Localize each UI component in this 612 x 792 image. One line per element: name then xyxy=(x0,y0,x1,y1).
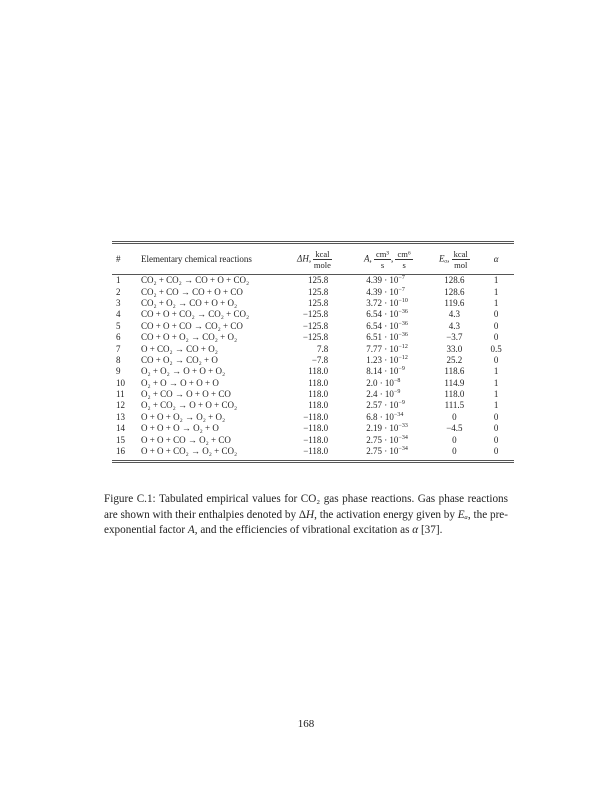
preexponential-value: $6.51 \cdot 10^{-36}$ xyxy=(366,332,408,343)
row-number: 4 xyxy=(116,309,121,320)
reaction: O + O + O → O₂ + O xyxy=(140,423,219,434)
enthalpy-value: 7.8 xyxy=(316,343,329,354)
header-number: # xyxy=(116,254,121,264)
activation-energy-value: 111.5 xyxy=(444,400,465,411)
row-number: 9 xyxy=(116,366,121,377)
header-reactions: Elementary chemical reactions xyxy=(140,254,252,264)
row-number: 12 xyxy=(116,400,125,411)
alpha-value: 1 xyxy=(493,286,499,297)
preexponential-value: $2.75 \cdot 10^{-34}$ xyxy=(366,434,408,445)
activation-energy-value: 118.0 xyxy=(444,389,465,400)
alpha-value: 1 xyxy=(493,377,499,388)
alpha-value: 1 xyxy=(493,389,499,400)
preexponential-value: $6.8 \cdot 10^{-34}$ xyxy=(366,411,404,422)
alpha-value: 0 xyxy=(493,320,499,331)
table-row xyxy=(112,309,514,320)
table-header xyxy=(112,243,514,275)
activation-energy-value: 0 xyxy=(452,446,457,457)
reaction: CO₂ + CO₂ → CO + O + CO₂ xyxy=(140,275,250,286)
alpha-value: 1 xyxy=(493,366,499,377)
ea-symbol: Eₐ, xyxy=(438,253,450,264)
ea-unit: $\frac{\text{kcal}}{\text{mol}}$ xyxy=(453,248,468,270)
preexponential-value: $4.39 \cdot 10^{-7}$ xyxy=(366,275,405,286)
reaction: O₂ + O₂ → O + O + O₂ xyxy=(140,366,226,377)
reaction: O + O + CO₂ → O₂ + CO₂ xyxy=(140,446,238,457)
table-row xyxy=(112,286,514,297)
preexponential-value: $2.4 \cdot 10^{-9}$ xyxy=(366,389,401,400)
reaction: CO + O + CO₂ → CO₂ + CO₂ xyxy=(140,309,250,320)
table-row xyxy=(112,423,514,434)
table-row xyxy=(112,412,514,423)
enthalpy-value: −118.0 xyxy=(303,423,329,434)
preexponential-value: $2.57 \cdot 10^{-9}$ xyxy=(366,400,405,411)
activation-energy-value: −3.7 xyxy=(446,332,463,343)
table-row xyxy=(112,366,514,377)
table-row xyxy=(112,355,514,366)
alpha-value: 0 xyxy=(493,423,499,434)
row-number: 7 xyxy=(116,343,121,354)
enthalpy-value: 125.8 xyxy=(307,286,329,297)
enthalpy-symbol: ΔH, xyxy=(297,253,312,264)
alpha-value: 0 xyxy=(493,309,499,320)
preexponential-value: $1.23 \cdot 10^{-12}$ xyxy=(366,354,408,365)
activation-energy-value: 114.9 xyxy=(444,377,465,388)
header-alpha: α xyxy=(493,254,499,264)
enthalpy-value: −125.8 xyxy=(302,332,329,343)
enthalpy-value: −125.8 xyxy=(302,320,329,331)
activation-energy-value: 128.6 xyxy=(444,286,465,297)
reaction: CO + O + CO → CO₂ + CO xyxy=(140,320,243,331)
row-number: 10 xyxy=(116,377,125,388)
activation-energy-value: 119.6 xyxy=(444,297,465,308)
preexponential-value: $7.77 \cdot 10^{-12}$ xyxy=(366,343,408,354)
row-number: 1 xyxy=(116,275,121,286)
activation-energy-value: −4.5 xyxy=(446,423,463,434)
alpha-value: 0 xyxy=(493,434,499,445)
activation-energy-value: 4.3 xyxy=(448,320,461,331)
row-number: 11 xyxy=(116,389,125,400)
alpha-value: 1 xyxy=(493,400,499,411)
preexponential-value: $6.54 \cdot 10^{-36}$ xyxy=(366,309,408,320)
alpha-value: 0 xyxy=(493,354,499,365)
preexponential-value: $3.72 \cdot 10^{-10}$ xyxy=(366,297,408,308)
enthalpy-value: 125.8 xyxy=(307,297,329,308)
reaction: O₂ + CO → O + O + CO xyxy=(140,389,231,400)
alpha-value: 0 xyxy=(493,411,499,422)
table-body xyxy=(112,275,514,462)
row-number: 2 xyxy=(116,286,121,297)
preexponential-value: $2.0 \cdot 10^{-8}$ xyxy=(366,377,401,388)
reaction: O₂ + CO₂ → O + O + CO₂ xyxy=(140,400,238,411)
reaction: CO₂ + O₂ → CO + O + O₂ xyxy=(140,297,238,308)
enthalpy-value: 125.8 xyxy=(307,275,329,286)
table-row xyxy=(112,332,514,343)
preexponential-value: $8.14 \cdot 10^{-9}$ xyxy=(366,366,405,377)
preexponential-value: $4.39 \cdot 10^{-7}$ xyxy=(366,286,405,297)
enthalpy-value: 118.0 xyxy=(308,377,329,388)
table-row xyxy=(112,343,514,354)
alpha-value: 0 xyxy=(493,446,499,457)
reaction: O₂ + O → O + O + O xyxy=(140,377,219,388)
table-row xyxy=(112,434,514,445)
enthalpy-value: −118.0 xyxy=(303,446,329,457)
table-row xyxy=(112,446,514,462)
activation-energy-value: 0 xyxy=(452,411,457,422)
activation-energy-value: 33.0 xyxy=(446,343,463,354)
enthalpy-value: 118.0 xyxy=(308,366,329,377)
activation-energy-value: 118.6 xyxy=(444,366,465,377)
preexponential-value: $2.75 \cdot 10^{-34}$ xyxy=(366,446,408,457)
reaction: CO + O + O₂ → CO₂ + O₂ xyxy=(140,332,238,343)
enthalpy-value: −125.8 xyxy=(302,309,329,320)
enthalpy-value: 118.0 xyxy=(308,389,329,400)
alpha-value: 1 xyxy=(493,275,499,286)
table-row xyxy=(112,275,514,287)
alpha-value: 1 xyxy=(493,297,499,308)
a-symbol: A, xyxy=(364,253,372,264)
row-number: 6 xyxy=(116,332,121,343)
row-number: 8 xyxy=(116,354,121,365)
activation-energy-value: 128.6 xyxy=(444,275,465,286)
reactions-table xyxy=(112,241,514,463)
enthalpy-value: −7.8 xyxy=(311,354,329,365)
enthalpy-value: −118.0 xyxy=(303,411,329,422)
figure-caption: Figure C.1: Tabulated empirical values for CO₂ gas phase reactions. Gas phase reactions are shown with their enthalpies denoted by ΔH, the activation energy given by Eₐ, the pre-exponential factor A, and the efficiencies of vibrational excitation as α [37]. xyxy=(104,493,508,537)
row-number: 5 xyxy=(116,320,121,331)
row-number: 16 xyxy=(116,446,125,457)
enthalpy-value: 118.0 xyxy=(308,400,329,411)
reaction: CO₂ + CO → CO + O + CO xyxy=(140,286,243,297)
preexponential-value: $6.54 \cdot 10^{-36}$ xyxy=(366,320,408,331)
reaction: CO + O₂ → CO₂ + O xyxy=(140,354,218,365)
table-row xyxy=(112,321,514,332)
reaction: O + O + CO → O₂ + CO xyxy=(140,434,231,445)
page-number: 168 xyxy=(297,718,315,730)
activation-energy-value: 25.2 xyxy=(446,354,463,365)
header-enthalpy xyxy=(282,243,346,275)
activation-energy-value: 4.3 xyxy=(448,309,461,320)
row-number: 13 xyxy=(116,411,125,422)
row-number: 15 xyxy=(116,434,125,445)
header-activation-energy xyxy=(431,243,478,275)
reaction: O + CO₂ → CO + O₂ xyxy=(140,343,218,354)
reaction: O + O + O₂ → O₂ + O₂ xyxy=(140,411,226,422)
alpha-value: 0 xyxy=(493,332,499,343)
enthalpy-unit: $\frac{\text{kcal}}{\text{mole}}$ xyxy=(313,248,331,270)
table-row xyxy=(112,378,514,389)
header-preexponential: A, $\frac{\text{cm³}}{s}$ , $\frac{\text{cm⁶}}{s}$ xyxy=(364,248,411,270)
activation-energy-value: 0 xyxy=(452,434,457,445)
alpha-value: 0.5 xyxy=(490,343,502,354)
enthalpy-value: −118.0 xyxy=(303,434,329,445)
a-unit-1: $\frac{\text{cm³}}{s}$ xyxy=(376,248,389,270)
preexponential-value: $2.19 \cdot 10^{-33}$ xyxy=(366,423,408,434)
table-row xyxy=(112,298,514,309)
row-number: 3 xyxy=(116,297,121,308)
a-unit-2: $\frac{\text{cm⁶}}{s}$ xyxy=(397,248,411,270)
table-row xyxy=(112,400,514,411)
row-number: 14 xyxy=(116,423,125,434)
table-row xyxy=(112,389,514,400)
